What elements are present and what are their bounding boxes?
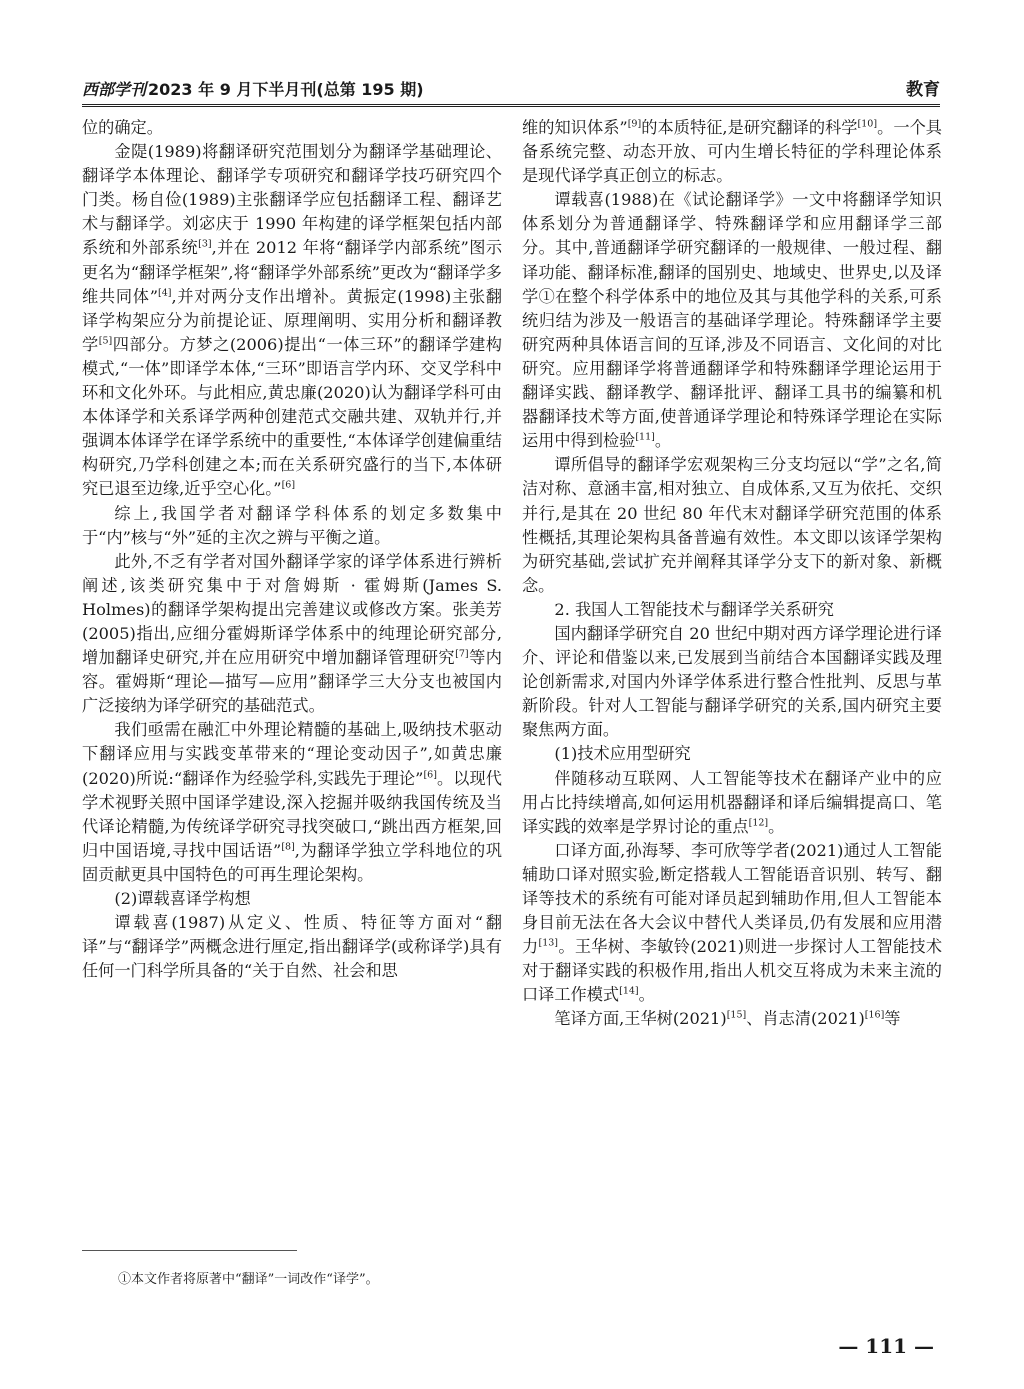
- paragraph: 位的确定。: [82, 118, 163, 137]
- paragraph: 口译方面,孙海琴、李可欣等学者(2021)通过人工智能辅助口译对照实验,断定搭载人工智能语音识别、转写、翻译等技术的系统有可能对译员起到辅助作用,但人工智能本身目前无法在各大会议中替代人类译员,仍有发展和应用潜力[13]。王华树、李敏铃(2021)则进一步探讨人工智能技术对于翻译实践的积极作用,指出人机交互将成为未来主流的口译工作模式[14]。: [522, 840, 942, 1005]
- paragraph: 我们亟需在融汇中外理论精髓的基础上,吸纳技术驱动下翻译应用与实践变革带来的“理论变动因子”,如黄忠廉(2020)所说:“翻译作为经验学科,实践先于理论”[6]。以现代学术视野关照中国译学建设,深入挖掘并吸纳我国传统及当代译论精髓,为传统译学研究寻找突破口,“跳出西方框架,回归中国语境,寻找中国话语”[8],为翻译学独立学科地位的巩固贡献更具中国特色的可再生理论架构。: [82, 720, 502, 884]
- header-rule: [82, 104, 940, 107]
- citation-ref: [12]: [748, 817, 769, 829]
- citation-ref: [7]: [455, 648, 469, 660]
- citation-ref: [16]: [864, 1010, 885, 1022]
- citation-ref: [8]: [281, 841, 295, 853]
- paragraph: 伴随移动互联网、人工智能等技术在翻译产业中的应用占比持续增高,如何运用机器翻译和译后编辑提高口、笔译实践的效率是学界讨论的重点[12]。: [522, 768, 942, 836]
- citation-ref: [14]: [619, 985, 639, 997]
- citation-ref: [11]: [635, 431, 655, 443]
- paragraph: 谭所倡导的翻译学宏观架构三分支均冠以“学”之名,简洁对称、意涵丰富,相对独立、自成体系,又互为依托、交织并行,是其在 20 世纪 80 年代末对翻译学研究范围的体系性概括,其理论架构具备普遍有效性。本文即以该译学架构为研究基础,尝试扩充并阐释其译学分支下的新对象、新概念。: [522, 455, 942, 595]
- right-column: [522, 116, 942, 1216]
- citation-ref: [13]: [538, 937, 559, 949]
- running-header: [82, 70, 940, 100]
- citation-ref: [4]: [157, 287, 172, 299]
- issue-info: 2023 年 9 月下半月刊(总第 195 期): [148, 80, 424, 99]
- citation-ref: [3]: [198, 239, 212, 251]
- citation-ref: [6]: [423, 769, 437, 781]
- section-title: 教育: [906, 80, 940, 100]
- paragraph: 国内翻译学研究自 20 世纪中期对西方译学理论进行译介、评论和借鉴以来,已发展到当前结合本国翻译实践及理论创新需求,对国内外译学体系进行整合性批判、反思与革新阶段。针对人工智能与翻译学研究的关系,国内研究主要聚焦两方面。: [522, 623, 942, 740]
- paragraph: 2. 我国人工智能技术与翻译学关系研究: [554, 599, 834, 619]
- page-number: — 111 —: [838, 1334, 934, 1358]
- citation-ref: [5]: [98, 335, 113, 347]
- footnote-rule: [82, 1250, 297, 1251]
- paragraph: (2)谭载喜译学构想: [114, 889, 251, 908]
- paragraph: 维的知识体系”[9]的本质特征,是研究翻译的科学[10]。一个具备系统完整、动态开放、可内生增长特征的学科理论体系是现代译学真正创立的标志。: [522, 118, 942, 186]
- paragraph: 综上,我国学者对翻译学科体系的划定多数集中于“内”核与“外”延的主次之辨与平衡之道。: [82, 503, 502, 547]
- citation-ref: [6]: [281, 480, 296, 492]
- paragraph: 笔译方面,王华树(2021)[15]、肖志清(2021)[16]等: [554, 1009, 901, 1029]
- left-column: [82, 116, 502, 1216]
- paragraph: (1)技术应用型研究: [554, 744, 691, 764]
- footnote: ①本文作者将原著中“翻译”一词改作“译学”。: [118, 1272, 379, 1287]
- paragraph: 金隄(1989)将翻译研究范围划分为翻译学基础理论、翻译学本体理论、翻译学专项研究和翻译学技巧研究四个门类。杨自俭(1989)主张翻译学应包括翻译工程、翻译艺术与翻译学。刘宓庆于 1990 年构建的译学框架包括内部系统和外部系统[3],并在 2012 年将“翻译学内部系统”图示更名为“翻译学框架”,将“翻译学外部系统”更改为“翻译学多维共同体”[4],并对两分支作出增补。黄振定(1998)主张翻译学构架应分为前提论证、原理阐明、实用分析和翻译教学[5]四部分。方梦之(2006)提出“一体三环”的翻译学建构模式,“一体”即译学本体,“三环”即语言学内环、交叉学科中环和文化外环。与此相应,黄忠廉(2020)认为翻译学科可由本体译学和关系译学两种创建范式交融共建、双轨并行,并强调本体译学在译学系统中的重要性,“本体译学创建偏重结构研究,乃学科创建之本;而在关系研究盛行的当下,本体研究已退至边缘,近乎空心化。”[6]: [82, 142, 502, 499]
- citation-ref: [9]: [627, 118, 642, 130]
- citation-ref: [10]: [857, 118, 878, 130]
- header-journal: [82, 77, 424, 100]
- paragraph: 谭载喜(1987)从定义、性质、特征等方面对“翻译”与“翻译学”两概念进行厘定,指出翻译学(或称译学)具有任何一门科学所具备的“关于自然、社会和思: [82, 913, 502, 981]
- paragraph: 此外,不乏有学者对国外翻译学家的译学体系进行辨析阐述,该类研究集中于对詹姆斯 · 霍姆斯(James S. Holmes)的翻译学架构提出完善建议或修改方案。张美芳(2005)指出,应细分霍姆斯译学体系中的纯理论研究部分,增加翻译史研究,并在应用研究中增加翻译管理研究[7]等内容。霍姆斯“理论—描写—应用”翻译学三大分支也被国内广泛接纳为译学研究的基础范式。: [82, 551, 502, 716]
- paragraph: 谭载喜(1988)在《试论翻译学》一文中将翻译学知识体系划分为普通翻译学、特殊翻译学和应用翻译学三部分。其中,普通翻译学研究翻译的一般规律、一般过程、翻译功能、翻译标准,翻译的国别史、地域史、世界史,以及译学①在整个科学体系中的地位及其与其他学科的关系,可系统归结为涉及一般语言的基础译学理论。特殊翻译学主要研究两种具体语言间的互译,涉及不同语言、文化间的对比研究。应用翻译学将普通翻译学和特殊翻译学理论运用于翻译实践、翻译教学、翻译批评、翻译工具书的编纂和机器翻译技术等方面,使普通译学理论和特殊译学理论在实际运用中得到检验[11]。: [522, 190, 942, 451]
- journal-logo: 西部学刊: [82, 80, 147, 99]
- citation-ref: [15]: [726, 1010, 747, 1022]
